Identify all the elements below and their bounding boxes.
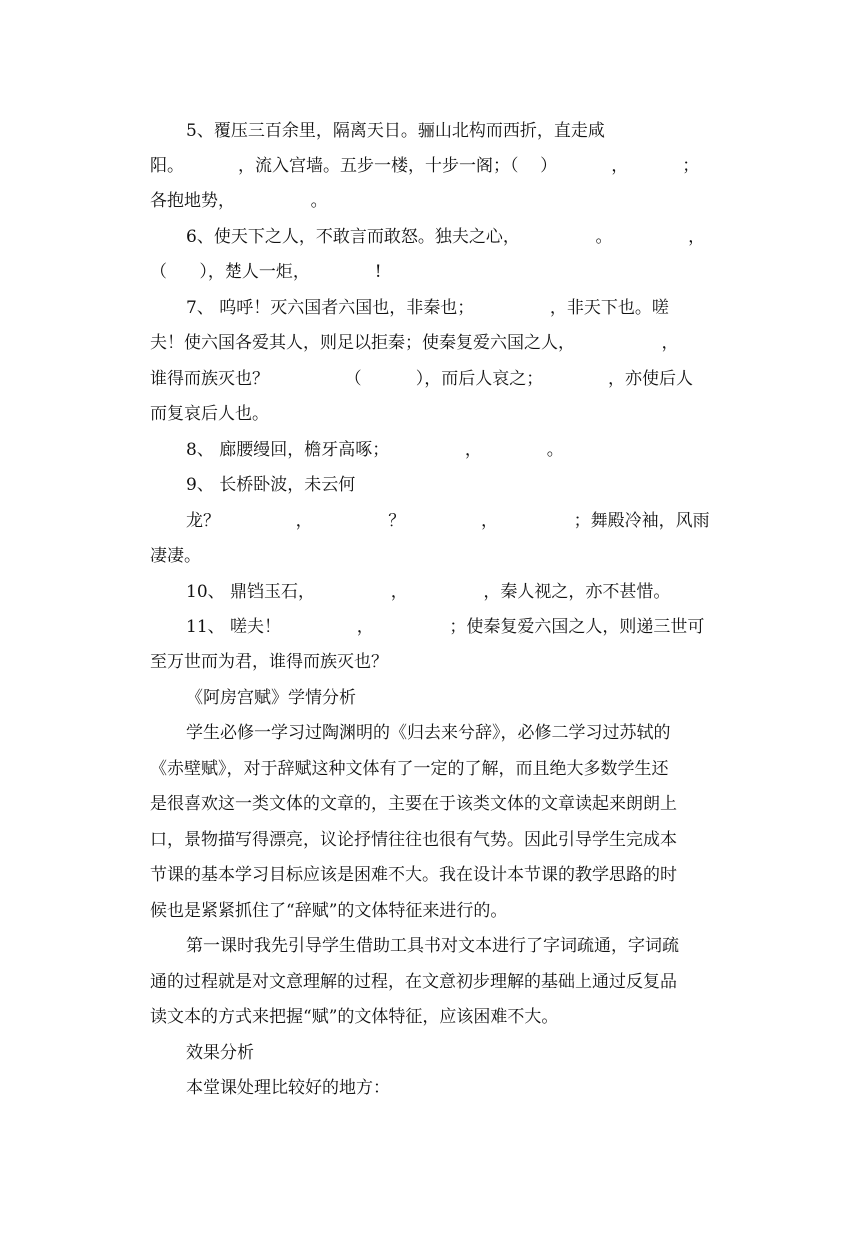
para1-line6: 候也是紧紧抓住了“辞赋”的文体特征来进行的。 — [150, 901, 508, 921]
para1-line5: 节课的基本学习目标应该是困难不大。我在设计本节课的教学思路的时 — [150, 865, 677, 885]
para2-line3: 读文本的方式来把握“赋”的文体特征，应该困难不大。 — [150, 1007, 559, 1027]
line-q7-3: 谁得而族灭也？ （ ），而后人哀之； ，亦使后人 — [150, 369, 694, 389]
line-q7-1: 7、 呜呼！灭六国者六国也，非秦也； ，非天下也。嗟 — [186, 298, 669, 318]
line-q9-2: 龙？ ， ？ ， ；舞殿冷袖，风雨 — [186, 511, 710, 531]
line-q5-2: 阳。 ，流入宫墙。五步一楼，十步一阁；（ ） ， ； — [150, 156, 700, 176]
para2-line1: 第一课时我先引导学生借助工具书对文本进行了字词疏通，字词疏 — [186, 936, 679, 956]
para1-line2: 《赤壁赋》，对于辞赋这种文体有了一定的了解，而且绝大多数学生还 — [150, 759, 669, 779]
line-q5-3: 各抱地势， 。 — [150, 191, 328, 211]
line-q11-1: 11、 嗟夫！ ， ；使秦复爱六国之人，则递三世可 — [186, 617, 705, 637]
para1-line1: 学生必修一学习过陶渊明的《归去来兮辞》，必修二学习过苏轼的 — [186, 723, 671, 743]
line-q6-1: 6、使天下之人，不敢言而敢怒。独夫之心， 。 ， — [186, 227, 706, 247]
line-q8: 8、 廊腰缦回，檐牙高啄； ， 。 — [186, 440, 564, 460]
line-q7-2: 夫！使六国各爱其人，则足以拒秦；使秦复爱六国之人， ， — [150, 333, 679, 353]
para2-line2: 通的过程就是对文意理解的过程，在文意初步理解的基础上通过反复品 — [150, 972, 677, 992]
para1-line4: 口，景物描写得漂亮，议论抒情往往也很有气势。因此引导学生完成本 — [150, 830, 677, 850]
para1-line3: 是很喜欢这一类文体的文章的，主要在于该类文体的文章读起来朗朗上 — [150, 794, 677, 814]
line-q11-2: 至万世而为君，谁得而族灭也？ — [150, 652, 388, 672]
line-q7-4: 而复哀后人也。 — [150, 404, 269, 424]
line-q9-1: 9、 长桥卧波，未云何 — [186, 475, 356, 495]
line-q9-3: 凄凄。 — [150, 546, 201, 566]
line-q5-1: 5、覆压三百余里，隔离天日。骊山北构而西折，直走咸 — [186, 121, 605, 141]
line-q10: 10、 鼎铛玉石， ， ，秦人视之，亦不甚惜。 — [186, 582, 671, 602]
section-heading-analysis: 《阿房宫赋》学情分析 — [186, 688, 356, 708]
section-heading-effect: 效果分析 — [186, 1043, 254, 1063]
para3-line1: 本堂课处理比较好的地方： — [186, 1078, 390, 1098]
line-q6-2: （ ），楚人一炬， ! — [150, 262, 382, 282]
